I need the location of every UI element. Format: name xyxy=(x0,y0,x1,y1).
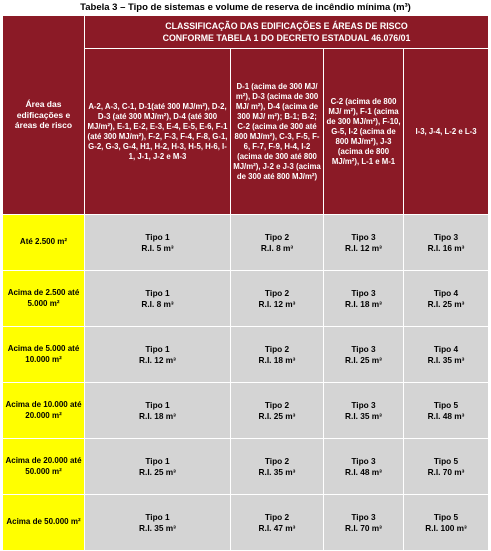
system-type: Tipo 2 xyxy=(264,455,290,466)
table-row xyxy=(3,327,489,383)
table-cell xyxy=(231,383,324,439)
table-cell xyxy=(404,215,489,271)
system-type: Tipo 2 xyxy=(264,511,290,522)
reserve-volume: R.I. 8 m³ xyxy=(141,298,174,309)
system-type: Tipo 1 xyxy=(145,511,170,522)
reserve-volume: R.I. 12 m³ xyxy=(345,242,382,253)
table-cell xyxy=(85,439,231,495)
system-type: Tipo 2 xyxy=(264,231,290,242)
table-cell xyxy=(324,495,404,551)
reserve-volume: R.I. 48 m³ xyxy=(427,410,465,421)
table-cell xyxy=(324,327,404,383)
table-cell xyxy=(231,215,324,271)
reserve-volume: R.I. 35 m³ xyxy=(345,410,382,421)
table-row xyxy=(3,495,489,551)
table-cell xyxy=(324,383,404,439)
reserve-volume: R.I. 18 m³ xyxy=(345,298,382,309)
table-cell xyxy=(404,439,489,495)
classification-title: CLASSIFICAÇÃO DAS EDIFICAÇÕES E ÁREAS DE RISCO xyxy=(165,21,408,31)
system-type: Tipo 1 xyxy=(145,399,170,410)
table-cell xyxy=(404,327,489,383)
reserve-volume: R.I. 25 m³ xyxy=(345,354,382,365)
reserve-volume: R.I. 35 m³ xyxy=(427,354,465,365)
system-type: Tipo 4 xyxy=(433,287,459,298)
system-type: Tipo 1 xyxy=(145,231,170,242)
system-type: Tipo 3 xyxy=(433,231,459,242)
reserve-volume: R.I. 25 m³ xyxy=(258,410,296,421)
system-type: Tipo 3 xyxy=(351,343,376,354)
row-label: Acima de 2.500 até 5.000 m² xyxy=(3,271,85,327)
system-type: Tipo 3 xyxy=(351,399,376,410)
table-cell xyxy=(231,495,324,551)
system-type: Tipo 2 xyxy=(264,287,290,298)
table-cell xyxy=(324,215,404,271)
table-cell xyxy=(231,327,324,383)
reserve-volume: R.I. 35 m³ xyxy=(139,522,176,533)
system-type: Tipo 3 xyxy=(351,287,376,298)
reserve-volume: R.I. 16 m³ xyxy=(427,242,465,253)
table-cell xyxy=(231,271,324,327)
reserve-volume: R.I. 25 m³ xyxy=(427,298,465,309)
table-cell xyxy=(404,383,489,439)
table-cell xyxy=(85,271,231,327)
area-column-header: Área das edificações e áreas de risco xyxy=(3,16,85,215)
table-cell xyxy=(85,215,231,271)
reserve-volume: R.I. 47 m³ xyxy=(258,522,296,533)
table-row xyxy=(3,271,489,327)
reserve-volume: R.I. 25 m³ xyxy=(139,466,176,477)
reserve-volume: R.I. 18 m³ xyxy=(139,410,176,421)
table-cell xyxy=(404,271,489,327)
row-label: Até 2.500 m² xyxy=(3,215,85,271)
row-label: Acima de 50.000 m² xyxy=(3,495,85,551)
classification-decree: CONFORME TABELA 1 DO DECRETO ESTADUAL 46.076/01 xyxy=(162,33,411,43)
column-header-4: I-3, J-4, L-2 e L-3 xyxy=(404,49,489,215)
reserve-volume: R.I. 70 m³ xyxy=(345,522,382,533)
column-header-2: D-1 (acima de 300 MJ/ m²), D-3 (acima de 300 MJ/ m²), D-4 (acima de 300 MJ/ m²); B-1; B-2; C-2 (acima de 300 até 800 MJ/m²), C-3, F-5, F-6, F-7, F-9, H-4, I-2 (acima de 300 até 800 MJ/m²), J-2 e J-3 (acima de 300 até 800 MJ/m²) xyxy=(231,49,324,215)
reserve-volume: R.I. 8 m³ xyxy=(260,242,294,253)
row-label: Acima de 5.000 até 10.000 m² xyxy=(3,327,85,383)
system-type: Tipo 1 xyxy=(145,343,170,354)
system-type: Tipo 5 xyxy=(433,455,459,466)
table-row xyxy=(3,215,489,271)
reserve-volume: R.I. 12 m³ xyxy=(258,298,296,309)
row-label: Acima de 20.000 até 50.000 m² xyxy=(3,439,85,495)
table-cell xyxy=(324,439,404,495)
system-type: Tipo 5 xyxy=(433,511,459,522)
classification-group-header xyxy=(85,16,489,49)
system-type: Tipo 1 xyxy=(145,455,170,466)
table-caption: Tabela 3 – Tipo de sistemas e volume de reserva de incêndio mínima (m³) xyxy=(80,2,411,13)
column-header-1: A-2, A-3, C-1, D-1(até 300 MJ/m²), D-2, D-3 (até 300 MJ/m²), D-4 (até 300 MJ/m²), E-1, E-2, E-3, E-4, E-5, E-6, F-1 (até 300 MJ/m²), F-2, F-3, F-4, F-8, G-1, G-2, G-3, G-4, H1, H-2, H-3, H-5, H-6, I-1, J-1, J-2 e M-3 xyxy=(85,49,231,215)
table-cell xyxy=(85,495,231,551)
table-cell xyxy=(404,495,489,551)
system-type: Tipo 2 xyxy=(264,343,290,354)
reserve-volume: R.I. 48 m³ xyxy=(345,466,382,477)
table-cell xyxy=(231,439,324,495)
column-header-3: C-2 (acima de 800 MJ/ m²), F-1 (acima de 300 MJ/m²), F-10, G-5, I-2 (acima de 800 MJ/m²), J-3 (acima de 800 MJ/m²), L-1 e M-1 xyxy=(324,49,404,215)
reserve-volume: R.I. 5 m³ xyxy=(141,242,174,253)
system-type: Tipo 3 xyxy=(351,455,376,466)
system-type: Tipo 3 xyxy=(351,231,376,242)
reserve-table xyxy=(2,15,489,551)
system-type: Tipo 2 xyxy=(264,399,290,410)
table-row xyxy=(3,383,489,439)
reserve-volume: R.I. 18 m³ xyxy=(258,354,296,365)
system-type: Tipo 4 xyxy=(433,343,459,354)
reserve-volume: R.I. 12 m³ xyxy=(139,354,176,365)
reserve-volume: R.I. 70 m³ xyxy=(427,466,465,477)
row-label: Acima de 10.000 até 20.000 m² xyxy=(3,383,85,439)
table-cell xyxy=(324,271,404,327)
reserve-volume: R.I. 35 m³ xyxy=(258,466,296,477)
table-cell xyxy=(85,383,231,439)
system-type: Tipo 5 xyxy=(433,399,459,410)
system-type: Tipo 3 xyxy=(351,511,376,522)
table-row xyxy=(3,439,489,495)
table-cell xyxy=(85,327,231,383)
reserve-volume: R.I. 100 m³ xyxy=(425,522,467,533)
system-type: Tipo 1 xyxy=(145,287,170,298)
